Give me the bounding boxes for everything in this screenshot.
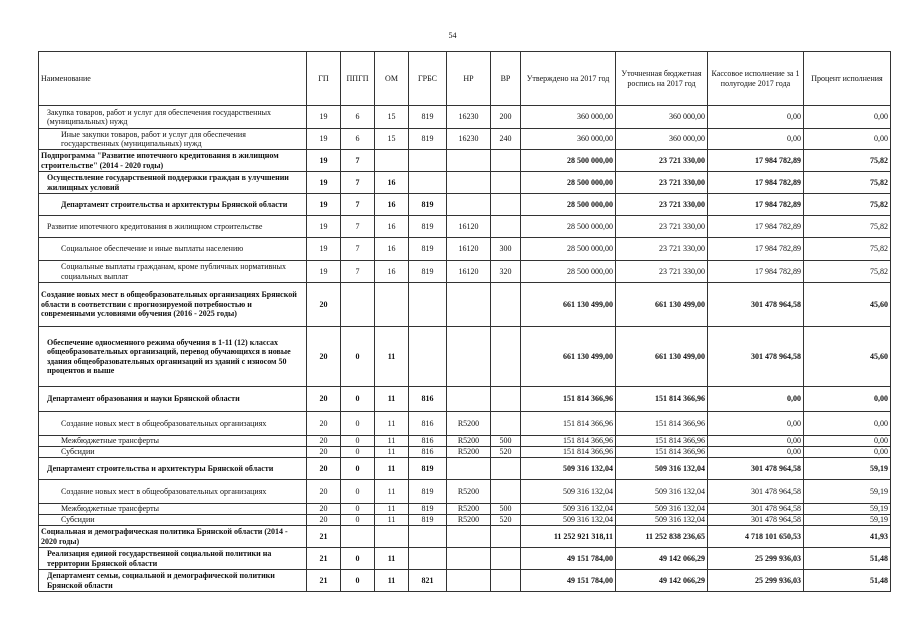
- cell-np: [447, 458, 491, 480]
- table-row: [39, 480, 891, 504]
- cell-refined: 509 316 132,04: [616, 515, 708, 526]
- cell-ppgp: 7: [341, 194, 375, 216]
- cell-percent: 75,82: [804, 216, 891, 238]
- cell-approved: 509 316 132,04: [521, 480, 616, 504]
- table-row: [39, 283, 891, 327]
- table-row: [39, 194, 891, 216]
- cell-om: 11: [375, 412, 409, 436]
- table-row: [39, 327, 891, 387]
- cell-vr: [491, 548, 521, 570]
- cell-grbs: [409, 526, 447, 548]
- cell-om: 11: [375, 504, 409, 515]
- cell-name: Межбюджетные трансферты: [39, 436, 307, 447]
- cell-grbs: 819: [409, 458, 447, 480]
- cell-ppgp: 7: [341, 261, 375, 283]
- table-row: [39, 570, 891, 592]
- cell-om: 16: [375, 194, 409, 216]
- cell-percent: 51,48: [804, 570, 891, 592]
- cell-percent: 75,82: [804, 150, 891, 172]
- cell-vr: [491, 387, 521, 412]
- cell-vr: [491, 480, 521, 504]
- cell-name: Социальное обеспечение и иные выплаты населению: [39, 238, 307, 261]
- cell-gp: 19: [307, 238, 341, 261]
- header-vr: ВР: [491, 52, 521, 106]
- cell-approved: 151 814 366,96: [521, 412, 616, 436]
- cell-name: Иные закупки товаров, работ и услуг для обеспечения государственных (муниципальных) нужд: [39, 129, 307, 150]
- cell-ppgp: [341, 283, 375, 327]
- cell-percent: 0,00: [804, 412, 891, 436]
- cell-cash: 301 478 964,58: [708, 283, 804, 327]
- cell-approved: 509 316 132,04: [521, 504, 616, 515]
- cell-grbs: [409, 283, 447, 327]
- cell-cash: 301 478 964,58: [708, 515, 804, 526]
- table-row: [39, 150, 891, 172]
- cell-np: R5200: [447, 480, 491, 504]
- cell-cash: 4 718 101 650,53: [708, 526, 804, 548]
- cell-om: 16: [375, 238, 409, 261]
- cell-refined: 23 721 330,00: [616, 150, 708, 172]
- budget-table: [38, 51, 891, 592]
- cell-name: Осуществление государственной поддержки граждан в улучшении жилищных условий: [39, 172, 307, 194]
- cell-ppgp: 0: [341, 480, 375, 504]
- cell-approved: 151 814 366,96: [521, 436, 616, 447]
- cell-om: 15: [375, 129, 409, 150]
- cell-ppgp: 0: [341, 447, 375, 458]
- cell-np: R5200: [447, 436, 491, 447]
- cell-refined: 151 814 366,96: [616, 447, 708, 458]
- cell-refined: 11 252 838 236,65: [616, 526, 708, 548]
- cell-approved: 49 151 784,00: [521, 570, 616, 592]
- cell-om: 11: [375, 327, 409, 387]
- table-row: [39, 129, 891, 150]
- cell-ppgp: 0: [341, 412, 375, 436]
- cell-grbs: [409, 150, 447, 172]
- cell-name: Департамент строительства и архитектуры Брянской области: [39, 194, 307, 216]
- table-row: [39, 106, 891, 129]
- cell-om: [375, 283, 409, 327]
- cell-gp: 19: [307, 194, 341, 216]
- cell-grbs: 819: [409, 129, 447, 150]
- cell-cash: 0,00: [708, 387, 804, 412]
- cell-grbs: 819: [409, 194, 447, 216]
- cell-percent: 0,00: [804, 129, 891, 150]
- cell-np: [447, 172, 491, 194]
- cell-refined: 151 814 366,96: [616, 436, 708, 447]
- cell-grbs: 821: [409, 570, 447, 592]
- cell-percent: 0,00: [804, 447, 891, 458]
- cell-grbs: 819: [409, 106, 447, 129]
- header-refined: Уточненная бюджетная роспись на 2017 год: [616, 52, 708, 106]
- cell-np: [447, 150, 491, 172]
- cell-ppgp: 6: [341, 106, 375, 129]
- header-approved: Утверждено на 2017 год: [521, 52, 616, 106]
- cell-cash: 17 984 782,89: [708, 216, 804, 238]
- cell-approved: 360 000,00: [521, 106, 616, 129]
- table-row: [39, 526, 891, 548]
- cell-refined: 23 721 330,00: [616, 216, 708, 238]
- cell-om: 16: [375, 172, 409, 194]
- cell-cash: 301 478 964,58: [708, 480, 804, 504]
- cell-om: 11: [375, 447, 409, 458]
- cell-vr: [491, 194, 521, 216]
- table-row: [39, 447, 891, 458]
- table-row: [39, 387, 891, 412]
- cell-vr: 200: [491, 106, 521, 129]
- cell-np: 16230: [447, 106, 491, 129]
- cell-name: Закупка товаров, работ и услуг для обеспечения государственных (муниципальных) нужд: [39, 106, 307, 129]
- cell-vr: 240: [491, 129, 521, 150]
- cell-gp: 19: [307, 261, 341, 283]
- cell-refined: 49 142 066,29: [616, 548, 708, 570]
- cell-name: Департамент строительства и архитектуры Брянской области: [39, 458, 307, 480]
- table-row: [39, 548, 891, 570]
- cell-gp: 20: [307, 458, 341, 480]
- table-row: [39, 515, 891, 526]
- cell-refined: 509 316 132,04: [616, 480, 708, 504]
- cell-om: 11: [375, 548, 409, 570]
- cell-name: Субсидии: [39, 515, 307, 526]
- cell-name: Создание новых мест в общеобразовательных организациях: [39, 480, 307, 504]
- cell-name: Субсидии: [39, 447, 307, 458]
- cell-cash: 0,00: [708, 447, 804, 458]
- cell-np: 16120: [447, 216, 491, 238]
- cell-gp: 20: [307, 515, 341, 526]
- header-ppgp: ППГП: [341, 52, 375, 106]
- cell-om: 11: [375, 480, 409, 504]
- cell-cash: 25 299 936,03: [708, 548, 804, 570]
- cell-grbs: 819: [409, 515, 447, 526]
- cell-ppgp: 0: [341, 570, 375, 592]
- cell-approved: 151 814 366,96: [521, 447, 616, 458]
- cell-om: 16: [375, 216, 409, 238]
- cell-refined: 509 316 132,04: [616, 458, 708, 480]
- cell-cash: 0,00: [708, 106, 804, 129]
- cell-name: Подпрограмма "Развитие ипотечного кредитования в жилищном строительстве" (2014 - 2020 годы): [39, 150, 307, 172]
- cell-vr: [491, 526, 521, 548]
- cell-percent: 41,93: [804, 526, 891, 548]
- table-row: [39, 172, 891, 194]
- cell-approved: 360 000,00: [521, 129, 616, 150]
- cell-gp: 20: [307, 504, 341, 515]
- cell-np: [447, 283, 491, 327]
- cell-gp: 19: [307, 150, 341, 172]
- cell-name: Развитие ипотечного кредитования в жилищном строительстве: [39, 216, 307, 238]
- table-row: [39, 458, 891, 480]
- cell-np: [447, 548, 491, 570]
- cell-grbs: [409, 548, 447, 570]
- cell-gp: 21: [307, 526, 341, 548]
- cell-approved: 28 500 000,00: [521, 194, 616, 216]
- cell-gp: 20: [307, 412, 341, 436]
- cell-gp: 19: [307, 129, 341, 150]
- cell-percent: 75,82: [804, 261, 891, 283]
- cell-om: 11: [375, 387, 409, 412]
- cell-percent: 45,60: [804, 283, 891, 327]
- cell-vr: [491, 458, 521, 480]
- cell-cash: 17 984 782,89: [708, 238, 804, 261]
- cell-name: Реализация единой государственной социальной политики на территории Брянской области: [39, 548, 307, 570]
- cell-cash: 17 984 782,89: [708, 261, 804, 283]
- cell-np: R5200: [447, 504, 491, 515]
- cell-cash: 17 984 782,89: [708, 150, 804, 172]
- cell-ppgp: 0: [341, 548, 375, 570]
- cell-np: 16230: [447, 129, 491, 150]
- table-row: [39, 216, 891, 238]
- cell-om: [375, 150, 409, 172]
- cell-gp: 20: [307, 327, 341, 387]
- table-row: [39, 504, 891, 515]
- cell-name: Департамент семьи, социальной и демографической политики Брянской области: [39, 570, 307, 592]
- cell-percent: 59,19: [804, 480, 891, 504]
- cell-np: 16120: [447, 238, 491, 261]
- table-row: [39, 261, 891, 283]
- cell-vr: [491, 172, 521, 194]
- cell-ppgp: 0: [341, 515, 375, 526]
- cell-om: 16: [375, 261, 409, 283]
- cell-name: Социальная и демографическая политика Брянской области (2014 - 2020 годы): [39, 526, 307, 548]
- cell-grbs: 816: [409, 387, 447, 412]
- cell-om: 11: [375, 515, 409, 526]
- cell-np: R5200: [447, 447, 491, 458]
- cell-vr: [491, 283, 521, 327]
- header-np: НР: [447, 52, 491, 106]
- cell-om: 15: [375, 106, 409, 129]
- header-cash: Кассовое исполнение за 1 полугодие 2017 года: [708, 52, 804, 106]
- cell-percent: 59,19: [804, 504, 891, 515]
- cell-ppgp: 0: [341, 436, 375, 447]
- table-row: [39, 238, 891, 261]
- cell-percent: 75,82: [804, 238, 891, 261]
- cell-percent: 51,48: [804, 548, 891, 570]
- header-name: Наименование: [39, 52, 307, 106]
- cell-cash: 25 299 936,03: [708, 570, 804, 592]
- cell-vr: [491, 150, 521, 172]
- cell-grbs: 816: [409, 412, 447, 436]
- cell-gp: 20: [307, 447, 341, 458]
- cell-name: Межбюджетные трансферты: [39, 504, 307, 515]
- cell-percent: 0,00: [804, 106, 891, 129]
- cell-grbs: 819: [409, 216, 447, 238]
- cell-percent: 75,82: [804, 172, 891, 194]
- cell-refined: 360 000,00: [616, 106, 708, 129]
- cell-om: 11: [375, 436, 409, 447]
- cell-om: [375, 526, 409, 548]
- cell-ppgp: 7: [341, 216, 375, 238]
- cell-grbs: 819: [409, 261, 447, 283]
- cell-vr: 500: [491, 436, 521, 447]
- cell-cash: 301 478 964,58: [708, 504, 804, 515]
- cell-np: 16120: [447, 261, 491, 283]
- header-grbs: ГРБС: [409, 52, 447, 106]
- cell-vr: [491, 327, 521, 387]
- cell-gp: 21: [307, 548, 341, 570]
- cell-np: [447, 387, 491, 412]
- cell-cash: 0,00: [708, 412, 804, 436]
- cell-refined: 151 814 366,96: [616, 412, 708, 436]
- cell-grbs: 816: [409, 447, 447, 458]
- header-gp: ГП: [307, 52, 341, 106]
- cell-grbs: 816: [409, 436, 447, 447]
- cell-gp: 19: [307, 106, 341, 129]
- cell-grbs: 819: [409, 480, 447, 504]
- cell-refined: 23 721 330,00: [616, 172, 708, 194]
- cell-approved: 28 500 000,00: [521, 216, 616, 238]
- table-row: [39, 412, 891, 436]
- cell-om: 11: [375, 458, 409, 480]
- cell-vr: 320: [491, 261, 521, 283]
- cell-np: [447, 526, 491, 548]
- cell-gp: 20: [307, 480, 341, 504]
- cell-vr: 520: [491, 447, 521, 458]
- cell-name: Обеспечение односменного режима обучения в 1-11 (12) классах общеобразовательных организаций, перевод обучающихся в новые здания общеобразовательных организаций из зданий с износом 50 процентов и выше: [39, 327, 307, 387]
- cell-np: [447, 570, 491, 592]
- cell-vr: [491, 216, 521, 238]
- cell-percent: 59,19: [804, 458, 891, 480]
- cell-approved: 49 151 784,00: [521, 548, 616, 570]
- cell-approved: 28 500 000,00: [521, 172, 616, 194]
- cell-cash: 0,00: [708, 129, 804, 150]
- cell-name: Департамент образования и науки Брянской области: [39, 387, 307, 412]
- cell-percent: 75,82: [804, 194, 891, 216]
- cell-cash: 301 478 964,58: [708, 327, 804, 387]
- cell-refined: 151 814 366,96: [616, 387, 708, 412]
- cell-vr: 520: [491, 515, 521, 526]
- cell-vr: [491, 412, 521, 436]
- cell-approved: 661 130 499,00: [521, 283, 616, 327]
- cell-cash: 17 984 782,89: [708, 194, 804, 216]
- cell-ppgp: 7: [341, 150, 375, 172]
- cell-cash: 0,00: [708, 436, 804, 447]
- cell-grbs: 819: [409, 504, 447, 515]
- cell-vr: 500: [491, 504, 521, 515]
- cell-gp: 20: [307, 387, 341, 412]
- cell-approved: 28 500 000,00: [521, 261, 616, 283]
- cell-refined: 360 000,00: [616, 129, 708, 150]
- page-number: 54: [448, 31, 457, 40]
- cell-refined: 661 130 499,00: [616, 327, 708, 387]
- cell-ppgp: 0: [341, 504, 375, 515]
- cell-refined: 23 721 330,00: [616, 261, 708, 283]
- cell-approved: 151 814 366,96: [521, 387, 616, 412]
- cell-approved: 28 500 000,00: [521, 238, 616, 261]
- cell-cash: 17 984 782,89: [708, 172, 804, 194]
- cell-refined: 23 721 330,00: [616, 238, 708, 261]
- cell-ppgp: 0: [341, 327, 375, 387]
- cell-approved: 509 316 132,04: [521, 515, 616, 526]
- cell-percent: 59,19: [804, 515, 891, 526]
- cell-np: [447, 327, 491, 387]
- cell-gp: 21: [307, 570, 341, 592]
- cell-percent: 45,60: [804, 327, 891, 387]
- header-om: ОМ: [375, 52, 409, 106]
- cell-ppgp: 7: [341, 238, 375, 261]
- cell-approved: 28 500 000,00: [521, 150, 616, 172]
- cell-vr: [491, 570, 521, 592]
- cell-approved: 661 130 499,00: [521, 327, 616, 387]
- cell-gp: 20: [307, 283, 341, 327]
- cell-approved: 509 316 132,04: [521, 458, 616, 480]
- cell-np: R5200: [447, 412, 491, 436]
- cell-gp: 19: [307, 216, 341, 238]
- cell-cash: 301 478 964,58: [708, 458, 804, 480]
- cell-grbs: 819: [409, 238, 447, 261]
- cell-np: R5200: [447, 515, 491, 526]
- cell-percent: 0,00: [804, 387, 891, 412]
- cell-gp: 19: [307, 172, 341, 194]
- header-row: [39, 52, 891, 106]
- cell-refined: 661 130 499,00: [616, 283, 708, 327]
- table-row: [39, 436, 891, 447]
- cell-approved: 11 252 921 318,11: [521, 526, 616, 548]
- cell-vr: 300: [491, 238, 521, 261]
- cell-ppgp: [341, 526, 375, 548]
- cell-om: 11: [375, 570, 409, 592]
- cell-gp: 20: [307, 436, 341, 447]
- cell-ppgp: 6: [341, 129, 375, 150]
- cell-refined: 23 721 330,00: [616, 194, 708, 216]
- cell-ppgp: 0: [341, 387, 375, 412]
- cell-percent: 0,00: [804, 436, 891, 447]
- cell-grbs: [409, 327, 447, 387]
- cell-refined: 49 142 066,29: [616, 570, 708, 592]
- cell-grbs: [409, 172, 447, 194]
- cell-name: Социальные выплаты гражданам, кроме публичных нормативных социальных выплат: [39, 261, 307, 283]
- cell-name: Создание новых мест в общеобразовательных организациях Брянской области в соответствии с прогнозируемой потребностью и современными условиями обучения (2016 - 2025 годы): [39, 283, 307, 327]
- cell-np: [447, 194, 491, 216]
- cell-ppgp: 7: [341, 172, 375, 194]
- header-percent: Процент исполнения: [804, 52, 891, 106]
- cell-name: Создание новых мест в общеобразовательных организациях: [39, 412, 307, 436]
- cell-refined: 509 316 132,04: [616, 504, 708, 515]
- cell-ppgp: 0: [341, 458, 375, 480]
